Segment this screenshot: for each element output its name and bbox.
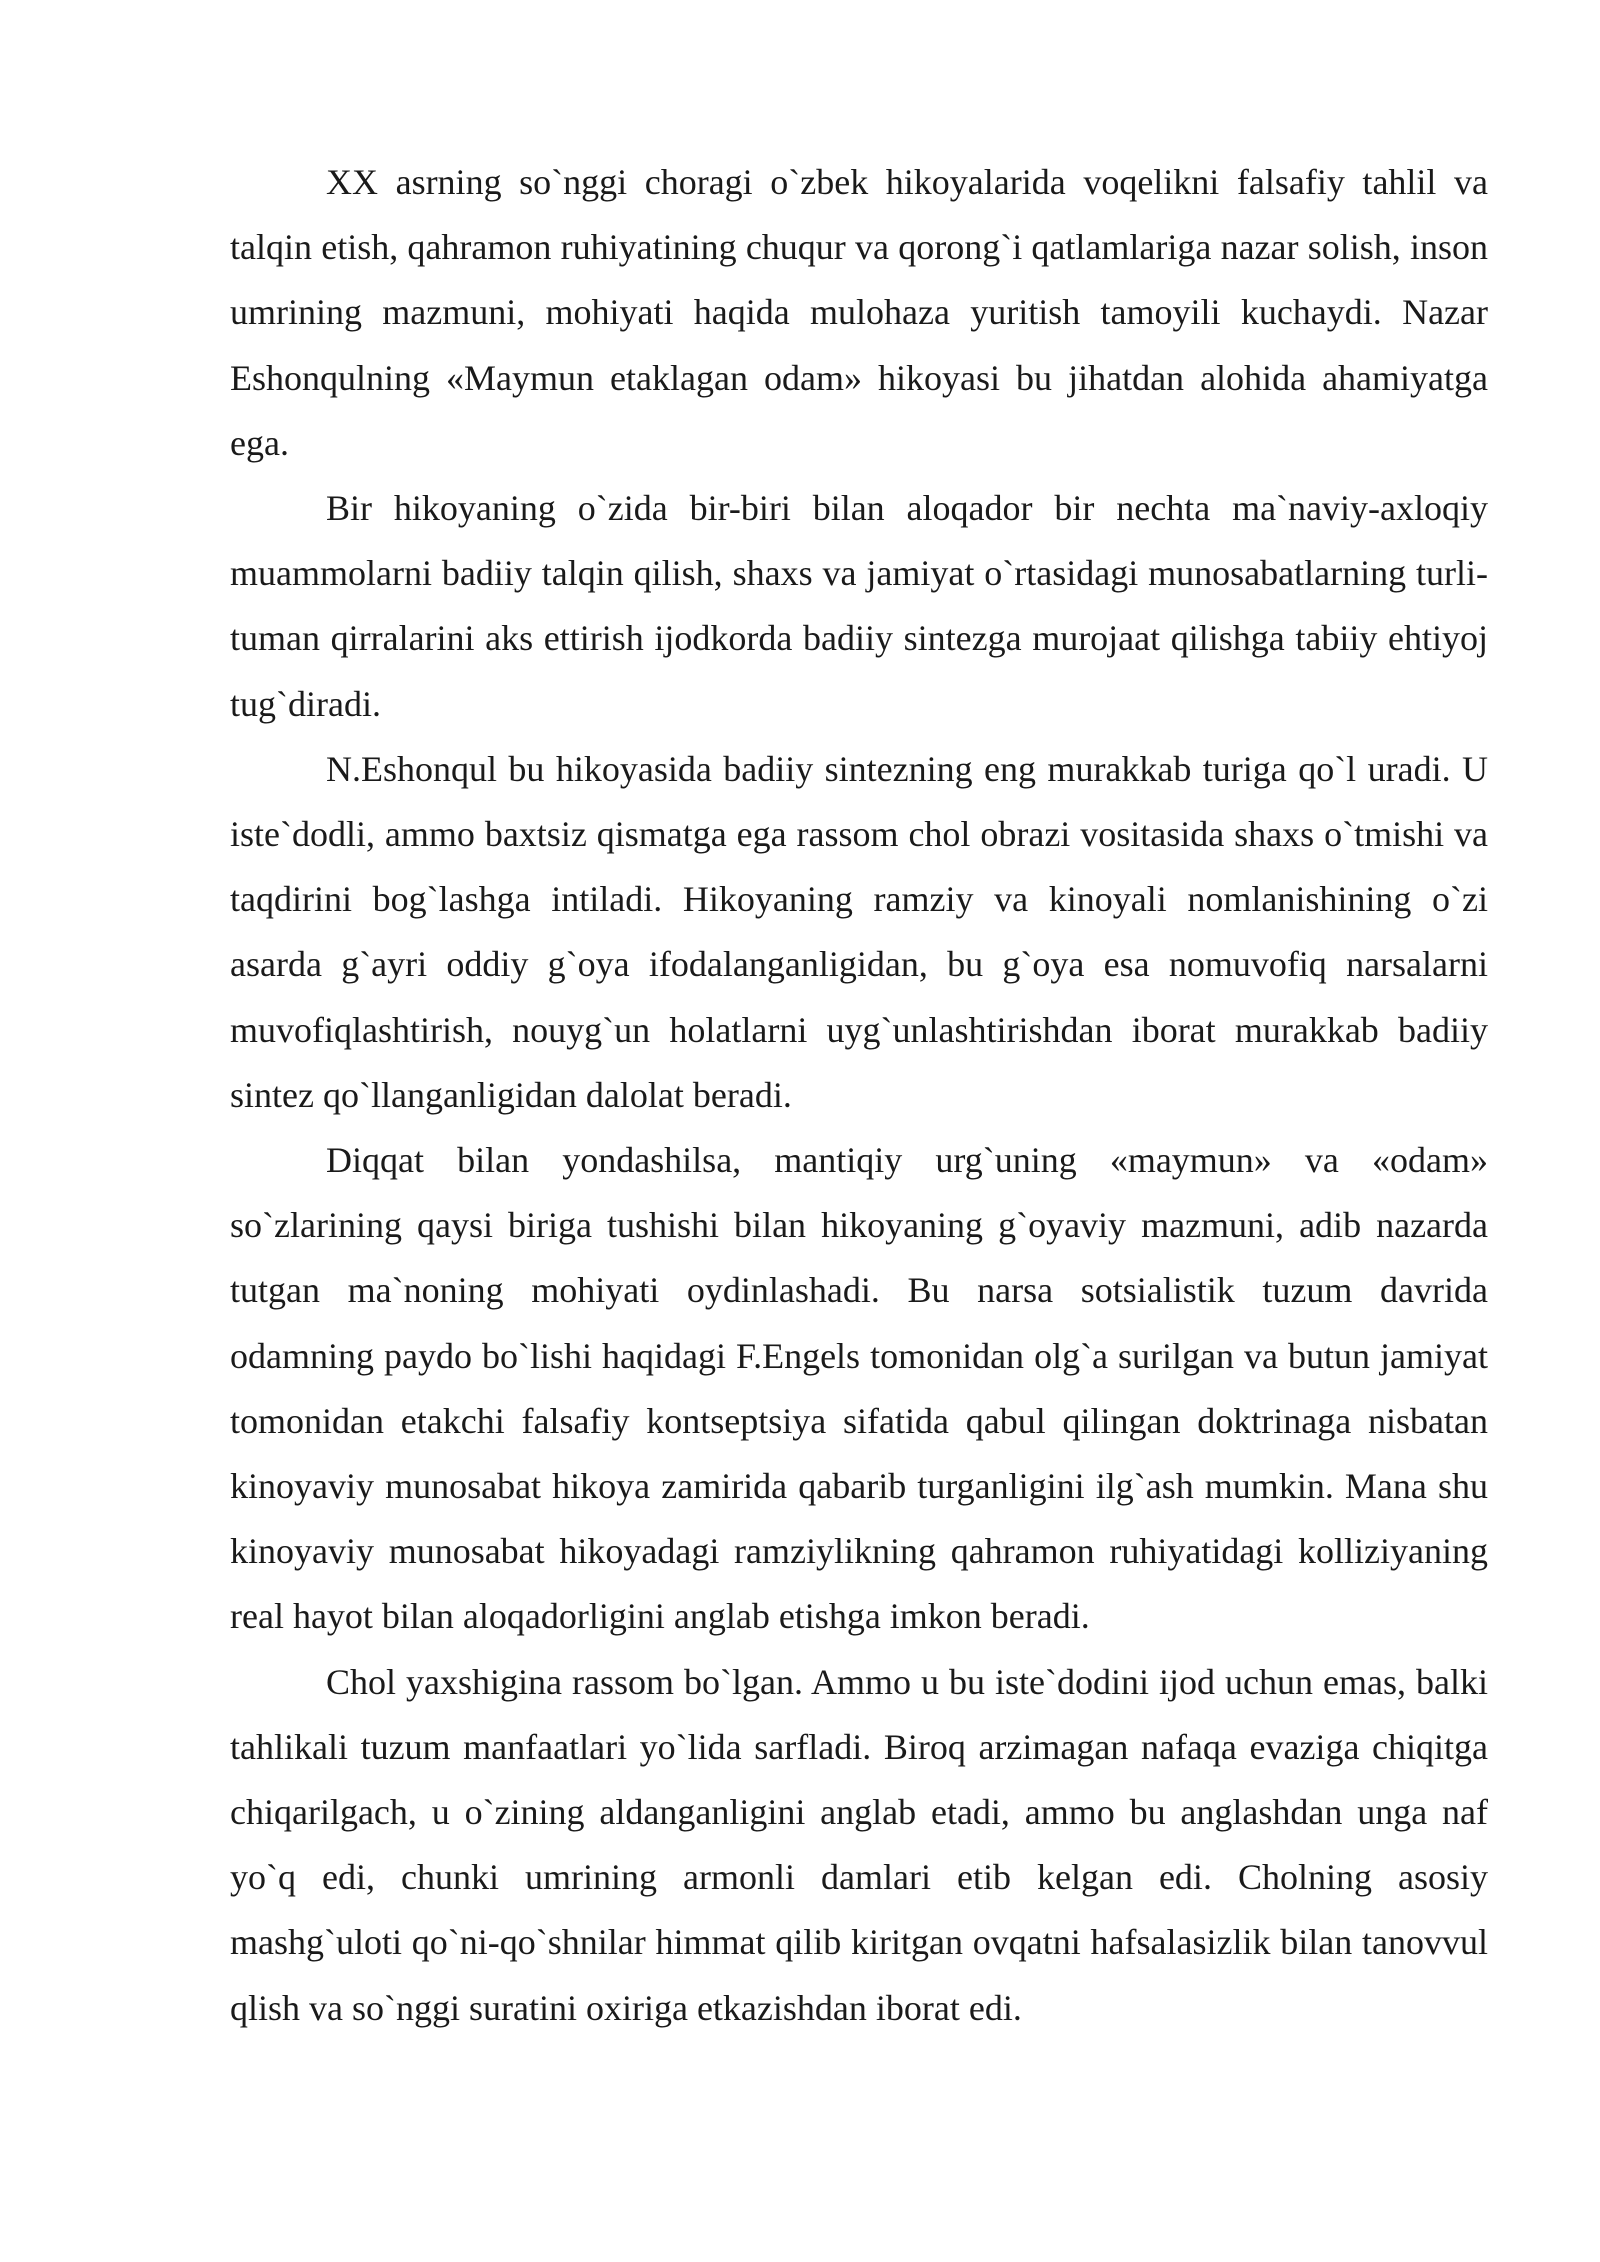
paragraph-4: Diqqat bilan yondashilsa, mantiqiy urg`uning «maymun» va «odam» so`zlarining qaysi biriga tushishi bilan hikoyaning g`oyaviy mazmuni, adib nazarda tutgan ma`noning mohiyati oydinlashadi. Bu narsa sotsialistik tuzum davrida odamning paydo bo`lishi haqidagi F.Engels tomonidan olg`a surilgan va butun jamiyat tomonidan etakchi falsafiy kontseptsiya sifatida qabul qilingan doktrinaga nisbatan kinoyaviy munosabat hikoya zamirida qabarib turganligini ilg`ash mumkin. Mana shu kinoyaviy munosabat hikoyadagi ramziylikning qahramon ruhiyatidagi kolliziyaning real hayot bilan aloqadorligini anglab etishga imkon beradi. bbox=[230, 1140, 1488, 1637]
paragraph-1: XX asrning so`nggi choragi o`zbek hikoyalarida voqelikni falsafiy tahlil va talqin etish, qahramon ruhiyatining chuqur va qorong`i qatlamlariga nazar solish, inson umrining mazmuni, mohiyati haqida mulohaza yuritish tamoyili kuchaydi. Nazar Eshonqulning «Maymun etaklagan odam» hikoyasi bu jihatdan alohida ahamiyatga ega. bbox=[230, 162, 1488, 463]
paragraph-3: N.Eshonqul bu hikoyasida badiiy sintezning eng murakkab turiga qo`l uradi. U iste`dodli, ammo baxtsiz qismatga ega rassom chol obrazi vositasida shaxs o`tmishi va taqdirini bog`lashga intiladi. Hikoyaning ramziy va kinoyali nomlanishining o`zi asarda g`ayri oddiy g`oya ifodalanganligidan, bu g`oya esa nomuvofiq narsalarni muvofiqlashtirish, nouyg`un holatlarni uyg`unlashtirishdan iborat murakkab badiiy sintez qo`llanganligidan dalolat beradi. bbox=[230, 748, 1488, 1115]
document-page bbox=[230, 150, 1488, 2041]
paragraph-5: Chol yaxshigina rassom bo`lgan. Ammo u bu iste`dodini ijod uchun emas, balki tahlikali tuzum manfaatlari yo`lida sarfladi. Biroq arzimagan nafaqa evaziga chiqitga chiqarilgach, u o`zining aldanganligini anglab etadi, ammo bu anglashdan unga naf yo`q edi, chunki umrining armonli damlari etib kelgan edi. Cholning asosiy mashg`uloti qo`ni-qo`shnilar himmat qilib kiritgan ovqatni hafsalasizlik bilan tanovvul qlish va so`nggi suratini oxiriga etkazishdan iborat edi. bbox=[230, 1661, 1488, 2028]
paragraph-2: Bir hikoyaning o`zida bir-biri bilan aloqador bir nechta ma`naviy-axloqiy muammolarni badiiy talqin qilish, shaxs va jamiyat o`rtasidagi munosabatlarning turli-tuman qirralarini aks ettirish ijodkorda badiiy sintezga murojaat qilishga tabiiy ehtiyoj tug`diradi. bbox=[230, 488, 1488, 724]
